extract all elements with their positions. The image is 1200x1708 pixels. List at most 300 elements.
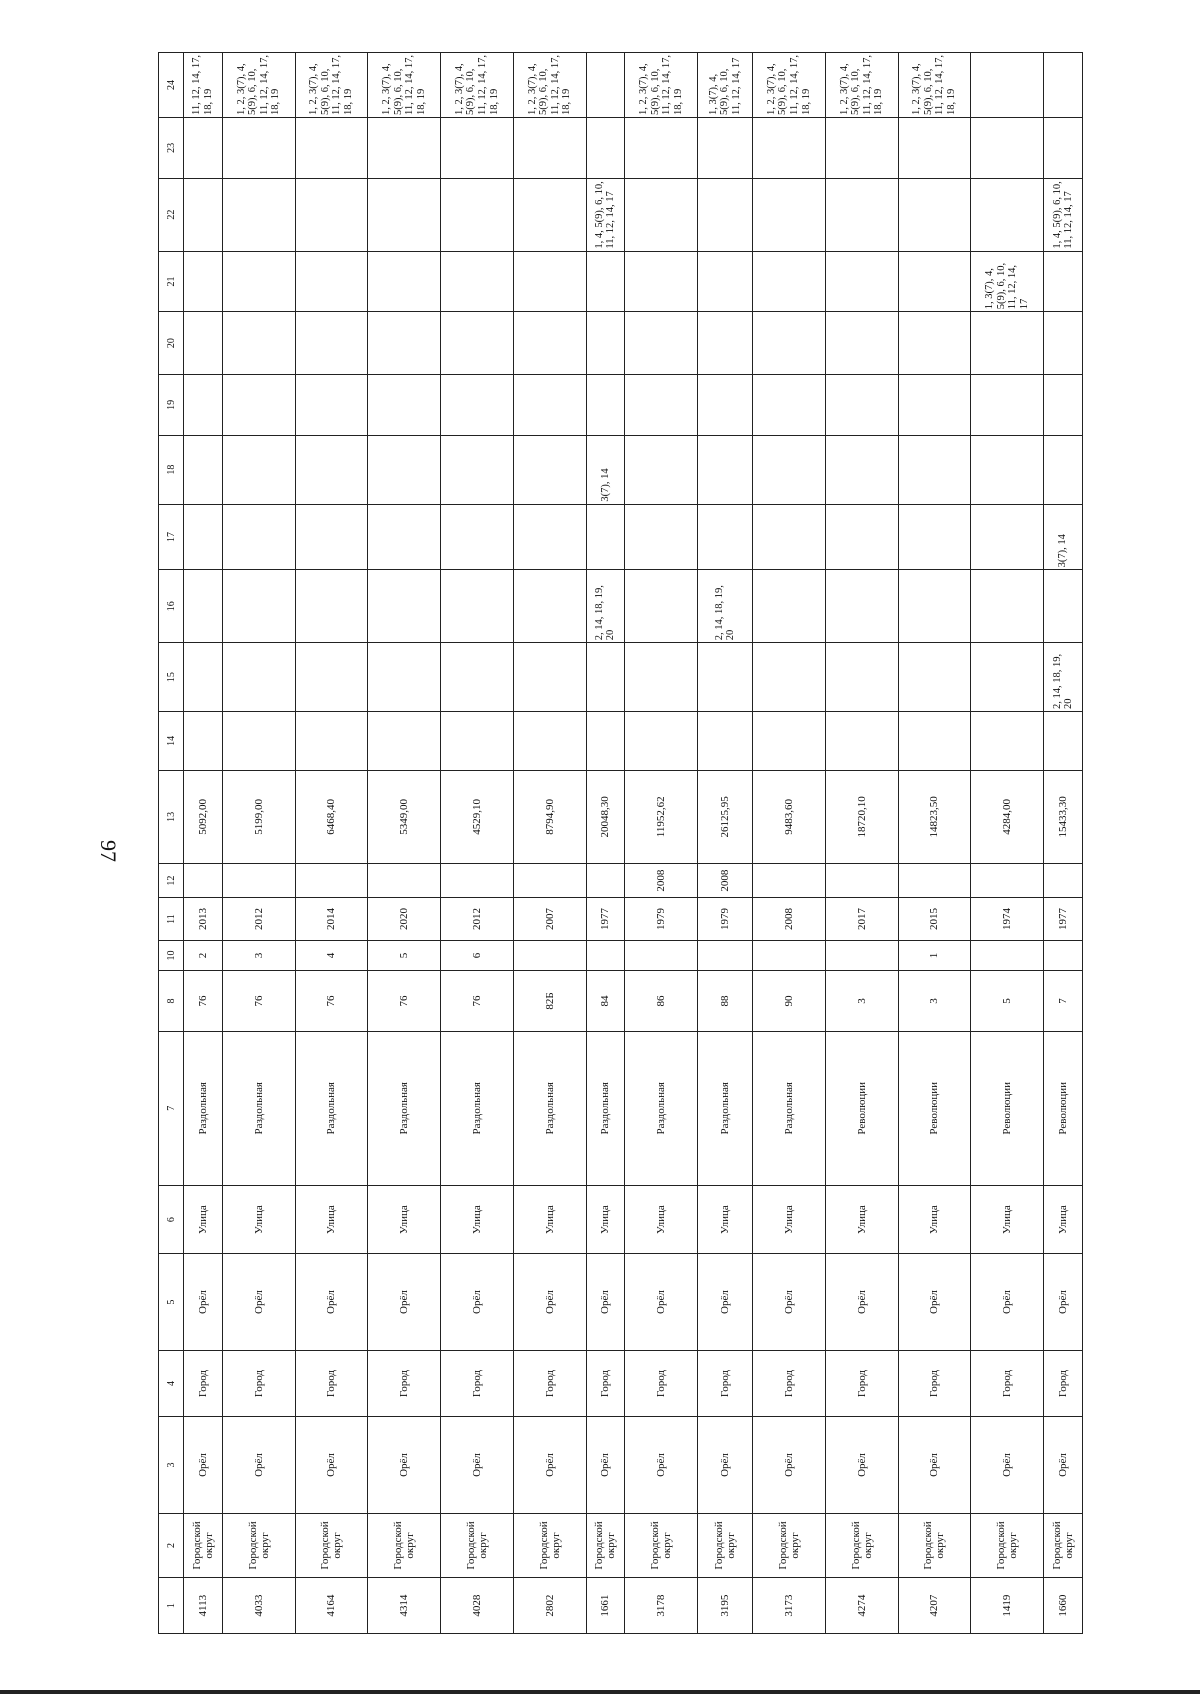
table-cell <box>222 312 295 375</box>
table-cell: Раздольная <box>222 1031 295 1185</box>
table-cell <box>698 940 753 970</box>
table-cell: 1, 2, 3(7), 4, 5(9), 6, 10, 11, 12, 14, 17, 18, 19 <box>295 53 368 118</box>
table-cell: 1977 <box>1044 898 1083 941</box>
table-cell: 86 <box>625 971 698 1032</box>
table-cell <box>1044 312 1083 375</box>
table-cell <box>295 643 368 712</box>
table-cell: Городской округ <box>295 1513 368 1578</box>
table-cell <box>971 375 1044 436</box>
table-cell <box>184 178 223 251</box>
table-cell: 3 <box>825 971 898 1032</box>
table-row <box>753 53 826 1634</box>
table-cell: 2008 <box>753 898 826 941</box>
table-cell <box>513 570 586 643</box>
table-row <box>184 53 223 1634</box>
table-cell <box>971 643 1044 712</box>
table-cell: 1661 <box>586 1578 625 1634</box>
table-row <box>825 53 898 1634</box>
table-cell: Улица <box>1044 1185 1083 1254</box>
column-header: 1 <box>159 1578 184 1634</box>
table-row <box>625 53 698 1634</box>
table-cell <box>586 375 625 436</box>
table-cell <box>971 863 1044 897</box>
table-cell <box>898 435 971 504</box>
table-cell <box>368 643 441 712</box>
table-cell <box>295 570 368 643</box>
table-cell: Улица <box>441 1185 514 1254</box>
table-cell: 2014 <box>295 898 368 941</box>
table-cell <box>1044 53 1083 118</box>
table-cell <box>295 312 368 375</box>
table-cell <box>698 251 753 312</box>
table-cell: Орёл <box>441 1417 514 1513</box>
table-row <box>586 53 625 1634</box>
table-cell <box>441 504 514 570</box>
table-cell: 76 <box>295 971 368 1032</box>
table-cell <box>586 863 625 897</box>
table-cell: Орёл <box>222 1417 295 1513</box>
table-cell <box>898 117 971 178</box>
table-cell: Город <box>368 1350 441 1417</box>
table-row <box>295 53 368 1634</box>
table-cell <box>441 435 514 504</box>
table-row <box>698 53 753 1634</box>
table-cell: Городской округ <box>971 1513 1044 1578</box>
column-header: 3 <box>159 1417 184 1513</box>
table-cell: 3173 <box>753 1578 826 1634</box>
table-cell: Улица <box>971 1185 1044 1254</box>
table-cell: 2, 14, 18, 19, 20 <box>698 570 753 643</box>
table-cell <box>441 863 514 897</box>
table-body <box>184 53 1083 1634</box>
table-cell: Раздольная <box>368 1031 441 1185</box>
table-cell <box>971 504 1044 570</box>
column-header: 21 <box>159 251 184 312</box>
table-cell <box>368 863 441 897</box>
table-cell: Орёл <box>898 1417 971 1513</box>
table-cell <box>898 251 971 312</box>
table-cell: 1, 2, 3(7), 4, 5(9), 6, 10, 11, 12, 14, 17, 18, 19 <box>625 53 698 118</box>
table-cell: 2008 <box>625 863 698 897</box>
page-number: 97 <box>96 840 121 862</box>
table-cell <box>698 178 753 251</box>
table-cell: Улица <box>625 1185 698 1254</box>
table-cell: Город <box>441 1350 514 1417</box>
table-cell: Раздольная <box>441 1031 514 1185</box>
table-cell: Городской округ <box>1044 1513 1083 1578</box>
table-cell <box>625 251 698 312</box>
table-cell: Орёл <box>368 1254 441 1350</box>
table-cell <box>971 940 1044 970</box>
table-cell <box>898 178 971 251</box>
table-cell: Городской округ <box>441 1513 514 1578</box>
table-cell <box>971 570 1044 643</box>
column-header: 22 <box>159 178 184 251</box>
table-cell <box>222 863 295 897</box>
column-header: 7 <box>159 1031 184 1185</box>
table-cell <box>1044 863 1083 897</box>
table-cell: Город <box>1044 1350 1083 1417</box>
table-cell <box>295 504 368 570</box>
table-cell <box>513 504 586 570</box>
table-cell: 5 <box>971 971 1044 1032</box>
column-header: 4 <box>159 1350 184 1417</box>
table-cell: 76 <box>441 971 514 1032</box>
table-cell <box>295 117 368 178</box>
table-cell <box>1044 117 1083 178</box>
table-cell: 1974 <box>971 898 1044 941</box>
housing-registry-table <box>158 52 1083 1634</box>
table-cell: Город <box>513 1350 586 1417</box>
table-cell <box>753 643 826 712</box>
table-cell: Орёл <box>513 1254 586 1350</box>
table-cell: 3 <box>898 971 971 1032</box>
table-cell <box>295 712 368 771</box>
column-header: 16 <box>159 570 184 643</box>
table-cell <box>586 117 625 178</box>
table-cell <box>222 117 295 178</box>
table-cell <box>1044 435 1083 504</box>
table-cell: 5349,00 <box>368 770 441 863</box>
table-cell: Орёл <box>184 1254 223 1350</box>
table-cell: 2013 <box>184 898 223 941</box>
table-cell: Орёл <box>295 1417 368 1513</box>
table-cell <box>184 863 223 897</box>
table-cell <box>1044 375 1083 436</box>
table-cell <box>698 375 753 436</box>
table-cell <box>898 712 971 771</box>
table-cell <box>753 178 826 251</box>
table-cell: 3(7), 14 <box>586 435 625 504</box>
table-cell: 18720,10 <box>825 770 898 863</box>
table-cell <box>898 375 971 436</box>
table-cell: 20048,30 <box>586 770 625 863</box>
table-cell: Орёл <box>898 1254 971 1350</box>
table-cell: 2020 <box>368 898 441 941</box>
table-cell <box>753 504 826 570</box>
table-cell <box>753 940 826 970</box>
table-cell: 2, 14, 18, 19, 20 <box>586 570 625 643</box>
table-cell <box>1044 712 1083 771</box>
table-cell <box>222 643 295 712</box>
table-cell <box>753 863 826 897</box>
scan-border-line <box>0 1690 1200 1694</box>
table-cell: Город <box>898 1350 971 1417</box>
table-cell <box>971 117 1044 178</box>
table-cell: Городской округ <box>753 1513 826 1578</box>
table-cell: Городской округ <box>698 1513 753 1578</box>
table-cell <box>513 117 586 178</box>
table-cell: 4284,00 <box>971 770 1044 863</box>
table-cell: 1, 4, 5(9), 6, 10, 11, 12, 14, 17 <box>586 178 625 251</box>
table-cell: Город <box>184 1350 223 1417</box>
table-cell: 1 <box>898 940 971 970</box>
table-cell <box>825 117 898 178</box>
table-cell <box>625 178 698 251</box>
table-cell <box>184 117 223 178</box>
table-cell <box>222 178 295 251</box>
table-cell: Город <box>698 1350 753 1417</box>
table-cell <box>825 435 898 504</box>
table-cell: Городской округ <box>368 1513 441 1578</box>
table-cell <box>825 312 898 375</box>
table-cell: Раздольная <box>698 1031 753 1185</box>
table-cell <box>825 251 898 312</box>
table-cell <box>625 940 698 970</box>
table-cell <box>898 643 971 712</box>
table-cell: 84 <box>586 971 625 1032</box>
table-row <box>368 53 441 1634</box>
table-cell: 4529,10 <box>441 770 514 863</box>
table-cell <box>1044 251 1083 312</box>
column-header: 11 <box>159 898 184 941</box>
table-cell: Улица <box>295 1185 368 1254</box>
table-cell: Город <box>222 1350 295 1417</box>
table-cell <box>971 53 1044 118</box>
table-cell: Раздольная <box>184 1031 223 1185</box>
table-cell: 1, 2, 3(7), 4, 5(9), 6, 10, 11, 12, 14, 17, 18, 19 <box>368 53 441 118</box>
table-cell <box>513 178 586 251</box>
table-cell <box>368 117 441 178</box>
table-cell <box>625 643 698 712</box>
table-cell: Город <box>586 1350 625 1417</box>
table-cell: 1, 3(7), 4, 5(9), 6, 10, 11, 12, 14, 17 <box>971 251 1044 312</box>
table-cell <box>753 117 826 178</box>
table-cell <box>625 312 698 375</box>
table-cell: Орёл <box>698 1254 753 1350</box>
table-cell: Раздольная <box>513 1031 586 1185</box>
table-cell: 3178 <box>625 1578 698 1634</box>
table-cell <box>698 504 753 570</box>
table-cell <box>513 312 586 375</box>
table-cell: Орёл <box>1044 1254 1083 1350</box>
table-cell: Орёл <box>825 1254 898 1350</box>
table-cell: Орёл <box>971 1417 1044 1513</box>
table-cell <box>753 312 826 375</box>
table-cell <box>825 643 898 712</box>
table-cell <box>898 504 971 570</box>
table-cell <box>441 570 514 643</box>
column-header: 18 <box>159 435 184 504</box>
table-cell <box>184 504 223 570</box>
table-cell: Орёл <box>825 1417 898 1513</box>
table-cell: 1977 <box>586 898 625 941</box>
table-cell <box>441 375 514 436</box>
column-header: 23 <box>159 117 184 178</box>
table-cell <box>971 312 1044 375</box>
column-header: 24 <box>159 53 184 118</box>
table-cell: 1, 2, 3(7), 4, 5(9), 6, 10, 11, 12, 14, 17, 18, 19 <box>898 53 971 118</box>
column-header: 20 <box>159 312 184 375</box>
table-cell: Город <box>753 1350 826 1417</box>
table-cell: Революции <box>971 1031 1044 1185</box>
table-cell: 9483,60 <box>753 770 826 863</box>
table-cell: Раздольная <box>295 1031 368 1185</box>
table-cell <box>184 375 223 436</box>
table-cell <box>586 251 625 312</box>
table-cell: 4 <box>295 940 368 970</box>
table-cell <box>698 435 753 504</box>
table-cell: Городской округ <box>513 1513 586 1578</box>
table-cell: 2012 <box>441 898 514 941</box>
header-row <box>159 53 184 1634</box>
table-cell: Городской округ <box>222 1513 295 1578</box>
table-cell <box>368 251 441 312</box>
table-cell: 90 <box>753 971 826 1032</box>
table-row <box>898 53 971 1634</box>
table-cell <box>513 251 586 312</box>
table-cell: 3 <box>222 940 295 970</box>
table-cell: 4113 <box>184 1578 223 1634</box>
table-cell <box>513 375 586 436</box>
table-cell: 1660 <box>1044 1578 1083 1634</box>
table-cell: Орёл <box>698 1417 753 1513</box>
table-cell: 4028 <box>441 1578 514 1634</box>
table-cell: 2, 14, 18, 19, 20 <box>1044 643 1083 712</box>
table-cell: Орёл <box>513 1417 586 1513</box>
table-row <box>441 53 514 1634</box>
table-cell <box>368 712 441 771</box>
column-header: 2 <box>159 1513 184 1578</box>
table-cell: Улица <box>586 1185 625 1254</box>
table-cell: 11952,62 <box>625 770 698 863</box>
table-cell: 1419 <box>971 1578 1044 1634</box>
table-cell: Улица <box>898 1185 971 1254</box>
table-cell <box>586 643 625 712</box>
table-cell <box>698 643 753 712</box>
table-cell <box>825 712 898 771</box>
table-cell <box>184 643 223 712</box>
table-cell <box>898 312 971 375</box>
table-cell <box>625 117 698 178</box>
table-row <box>513 53 586 1634</box>
table-cell <box>368 570 441 643</box>
table-cell: Город <box>971 1350 1044 1417</box>
table-cell: 3195 <box>698 1578 753 1634</box>
table-cell: 4033 <box>222 1578 295 1634</box>
table-cell <box>222 375 295 436</box>
table-cell <box>441 712 514 771</box>
table-cell <box>368 504 441 570</box>
table-cell <box>368 375 441 436</box>
table-cell <box>971 712 1044 771</box>
column-header: 13 <box>159 770 184 863</box>
table-cell <box>513 643 586 712</box>
table-cell: 5199,00 <box>222 770 295 863</box>
table-cell: 26125,95 <box>698 770 753 863</box>
table-cell <box>222 435 295 504</box>
table-cell <box>295 863 368 897</box>
table-cell: 88 <box>698 971 753 1032</box>
table-cell <box>184 435 223 504</box>
table-cell <box>222 712 295 771</box>
table-cell <box>898 863 971 897</box>
table-cell: Орёл <box>222 1254 295 1350</box>
table-cell <box>825 375 898 436</box>
table-cell: 2 <box>184 940 223 970</box>
table-cell <box>513 435 586 504</box>
table-cell: 1, 2, 3(7), 4, 5(9), 6, 10, 11, 12, 14, 17, 18, 19 <box>222 53 295 118</box>
table-cell: 2015 <box>898 898 971 941</box>
table-cell: Раздольная <box>753 1031 826 1185</box>
table-cell: Город <box>825 1350 898 1417</box>
table-cell: Революции <box>825 1031 898 1185</box>
table-cell: 2007 <box>513 898 586 941</box>
table-cell: 14823,50 <box>898 770 971 863</box>
table-cell: 4207 <box>898 1578 971 1634</box>
table-cell: Улица <box>184 1185 223 1254</box>
table-cell <box>441 251 514 312</box>
table-cell <box>513 940 586 970</box>
table-cell: Городской округ <box>184 1513 223 1578</box>
table-cell <box>971 178 1044 251</box>
table-cell: Орёл <box>971 1254 1044 1350</box>
table-cell: 2017 <box>825 898 898 941</box>
table-cell <box>625 570 698 643</box>
table-row <box>222 53 295 1634</box>
column-header: 15 <box>159 643 184 712</box>
table-cell: 5 <box>368 940 441 970</box>
table-cell: 1, 2, 3(7), 4, 5(9), 6, 10, 11, 12, 14, 17, 18, 19 <box>825 53 898 118</box>
table-cell: Орёл <box>625 1254 698 1350</box>
table-cell <box>753 375 826 436</box>
table-cell: Раздольная <box>586 1031 625 1185</box>
table-cell: 76 <box>184 971 223 1032</box>
table-cell <box>295 251 368 312</box>
table-cell <box>184 251 223 312</box>
table-cell: Улица <box>698 1185 753 1254</box>
table-cell: 1979 <box>625 898 698 941</box>
table-cell: Орёл <box>368 1417 441 1513</box>
table-cell: 6 <box>441 940 514 970</box>
table-cell <box>625 435 698 504</box>
table-cell <box>698 312 753 375</box>
table-cell: Орёл <box>295 1254 368 1350</box>
table-cell: Городской округ <box>625 1513 698 1578</box>
table-cell <box>753 570 826 643</box>
table-cell <box>368 312 441 375</box>
table-cell <box>441 643 514 712</box>
table-cell: 2802 <box>513 1578 586 1634</box>
table-cell <box>586 712 625 771</box>
column-header: 8 <box>159 971 184 1032</box>
column-header: 5 <box>159 1254 184 1350</box>
table-cell: 7 <box>1044 971 1083 1032</box>
column-header: 6 <box>159 1185 184 1254</box>
table-cell <box>825 940 898 970</box>
table-cell: Революции <box>898 1031 971 1185</box>
table-cell: Улица <box>222 1185 295 1254</box>
table-cell: 76 <box>222 971 295 1032</box>
table-cell: 4274 <box>825 1578 898 1634</box>
table-cell <box>368 435 441 504</box>
table-cell: 76 <box>368 971 441 1032</box>
table-cell <box>698 117 753 178</box>
table-cell: 1, 4, 5(9), 6, 10, 11, 12, 14, 17 <box>1044 178 1083 251</box>
table-cell <box>753 251 826 312</box>
table-cell: 1, 3(7), 4, 5(9), 6, 10, 11, 12, 14, 17 <box>698 53 753 118</box>
table-cell <box>586 53 625 118</box>
table-cell: Городской округ <box>825 1513 898 1578</box>
table-cell <box>753 712 826 771</box>
table-cell <box>825 504 898 570</box>
table-cell: Орёл <box>753 1254 826 1350</box>
table-cell <box>586 312 625 375</box>
table-cell <box>295 375 368 436</box>
table-cell: 4164 <box>295 1578 368 1634</box>
column-header: 10 <box>159 940 184 970</box>
table-cell <box>825 570 898 643</box>
